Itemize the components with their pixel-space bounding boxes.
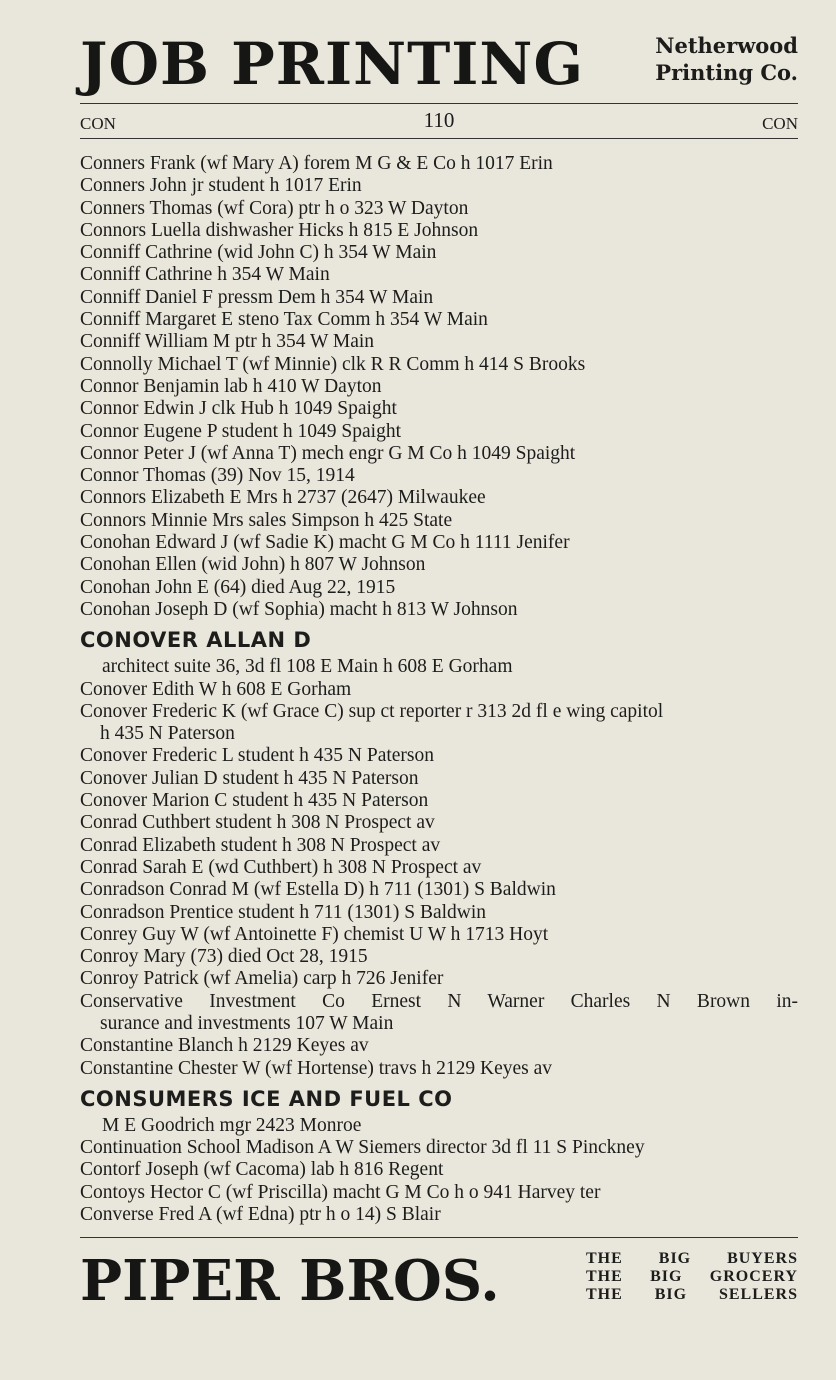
- directory-entry: Connolly Michael T (wf Minnie) clk R R Comm h 414 S Brooks: [80, 353, 586, 375]
- slogan-word: BIG: [650, 1268, 683, 1285]
- ad-company-line-1: Netherwood: [655, 33, 798, 58]
- directory-entry: Conohan Joseph D (wf Sophia) macht h 813 W Johnson: [80, 598, 518, 620]
- bottom-ad-slogans: [586, 1250, 798, 1304]
- directory-entry: Contoys Hector C (wf Priscilla) macht G M Co h o 941 Harvey ter: [80, 1181, 601, 1203]
- directory-entry: Conniff Cathrine (wid John C) h 354 W Main: [80, 242, 437, 264]
- entries-group-a: [80, 153, 798, 621]
- directory-entry: Connor Benjamin lab h 410 W Dayton: [80, 375, 382, 397]
- slogan-line: [586, 1268, 798, 1286]
- slogan-word: BIG: [658, 1250, 692, 1267]
- directory-entry: Conohan Ellen (wid John) h 807 W Johnson: [80, 554, 426, 576]
- directory-listing: [80, 153, 798, 1226]
- divider-head: [80, 138, 798, 139]
- directory-entry: Continuation School Madison A W Siemers director 3d fl 11 S Pinckney: [80, 1137, 645, 1159]
- directory-entry: Conniff Cathrine h 354 W Main: [80, 264, 330, 286]
- entry-continuation: h 435 N Paterson: [100, 723, 235, 745]
- slogan-line: [586, 1286, 798, 1304]
- heading-detail-conover: architect suite 36, 3d fl 108 E Main h 608 E Gorham: [102, 656, 513, 678]
- entries-group-b: [80, 679, 798, 1080]
- directory-entry: Conohan Edward J (wf Sadie K) macht G M Co h 1111 Jenifer: [80, 532, 570, 554]
- directory-entry: [80, 991, 798, 1036]
- ad-company-line-2: Printing Co.: [655, 60, 798, 85]
- directory-entry: Connor Thomas (39) Nov 15, 1914: [80, 465, 355, 487]
- directory-entry: Connor Peter J (wf Anna T) mech engr G M Co h 1049 Spaight: [80, 442, 576, 464]
- running-head-left: CON: [80, 114, 116, 133]
- directory-entry: Connors Minnie Mrs sales Simpson h 425 State: [80, 509, 453, 531]
- bold-heading-consumers: CONSUMERS ICE AND FUEL CO: [80, 1086, 453, 1111]
- entry-line: Conservative Investment Co Ernest N Warner Charles N Brown in-: [80, 990, 798, 1012]
- directory-entry: Conover Marion C student h 435 N Paterson: [80, 790, 429, 812]
- directory-entry: Connors Elizabeth E Mrs h 2737 (2647) Milwaukee: [80, 487, 486, 509]
- slogan-word: BIG: [654, 1286, 688, 1303]
- bottom-advertisement: [80, 1246, 798, 1316]
- directory-entry: Conover Edith W h 608 E Gorham: [80, 678, 352, 700]
- bold-heading-conover: CONOVER ALLAN D: [80, 628, 312, 653]
- directory-entry: Conroy Patrick (wf Amelia) carp h 726 Jenifer: [80, 968, 444, 990]
- directory-entry: Conrad Elizabeth student h 308 N Prospect av: [80, 834, 441, 856]
- entry-continuation: surance and investments 107 W Main: [100, 1012, 394, 1034]
- directory-entry: Connors Luella dishwasher Hicks h 815 E Johnson: [80, 219, 479, 241]
- directory-entry: Conover Julian D student h 435 N Paterson: [80, 767, 419, 789]
- running-head-right: CON: [762, 114, 798, 133]
- directory-entry: Conover Frederic L student h 435 N Paterson: [80, 745, 434, 767]
- divider-top: [80, 103, 798, 104]
- slogan-word: SELLERS: [718, 1286, 798, 1303]
- directory-entry: Constantine Blanch h 2129 Keyes av: [80, 1035, 369, 1057]
- slogan-word: BUYERS: [727, 1250, 798, 1267]
- divider-bottom: [80, 1237, 798, 1238]
- directory-entry: Conroy Mary (73) died Oct 28, 1915: [80, 946, 368, 968]
- directory-entry: Connor Edwin J clk Hub h 1049 Spaight: [80, 398, 397, 420]
- directory-entry: Conners Frank (wf Mary A) forem M G & E Co h 1017 Erin: [80, 153, 553, 174]
- bottom-ad-headline: PIPER BROS.: [80, 1248, 500, 1314]
- directory-entry: Conradson Conrad M (wf Estella D) h 711 (1301) S Baldwin: [80, 879, 556, 901]
- directory-entry: Conrad Cuthbert student h 308 N Prospect av: [80, 812, 435, 834]
- slogan-word: GROCERY: [709, 1268, 798, 1285]
- directory-entry: Converse Fred A (wf Edna) ptr h o 14) S Blair: [80, 1204, 441, 1226]
- slogan-word: THE: [586, 1286, 623, 1303]
- entries-group-c: [80, 1137, 798, 1226]
- directory-entry: Conniff Margaret E steno Tax Comm h 354 W Main: [80, 309, 488, 331]
- directory-entry: Conohan John E (64) died Aug 22, 1915: [80, 576, 396, 598]
- directory-entry: Conners John jr student h 1017 Erin: [80, 175, 362, 197]
- slogan-line: [586, 1250, 798, 1268]
- directory-entry: Connor Eugene P student h 1049 Spaight: [80, 420, 402, 442]
- slogan-word: THE: [586, 1268, 623, 1285]
- directory-entry: Constantine Chester W (wf Hortense) travs h 2129 Keyes av: [80, 1057, 553, 1079]
- directory-entry: Conniff William M ptr h 354 W Main: [80, 331, 375, 353]
- entry-line: Conover Frederic K (wf Grace C) sup ct reporter r 313 2d fl e wing capitol: [80, 700, 664, 722]
- directory-entry: Conniff Daniel F pressm Dem h 354 W Main: [80, 286, 434, 308]
- directory-entry: Conrad Sarah E (wd Cuthbert) h 308 N Prospect av: [80, 856, 482, 878]
- page-number: 110: [423, 108, 455, 132]
- directory-entry: [80, 701, 798, 746]
- directory-entry: Conradson Prentice student h 711 (1301) S Baldwin: [80, 901, 487, 923]
- top-advertisement: [80, 30, 798, 98]
- ad-company: [655, 32, 798, 86]
- running-head: [80, 108, 798, 136]
- heading-detail-consumers: M E Goodrich mgr 2423 Monroe: [102, 1114, 362, 1136]
- directory-entry: Contorf Joseph (wf Cacoma) lab h 816 Regent: [80, 1159, 444, 1181]
- directory-entry: Conners Thomas (wf Cora) ptr h o 323 W Dayton: [80, 197, 469, 219]
- ad-headline: JOB PRINTING: [80, 30, 584, 98]
- slogan-word: THE: [586, 1250, 623, 1267]
- directory-entry: Conrey Guy W (wf Antoinette F) chemist U W h 1713 Hoyt: [80, 923, 549, 945]
